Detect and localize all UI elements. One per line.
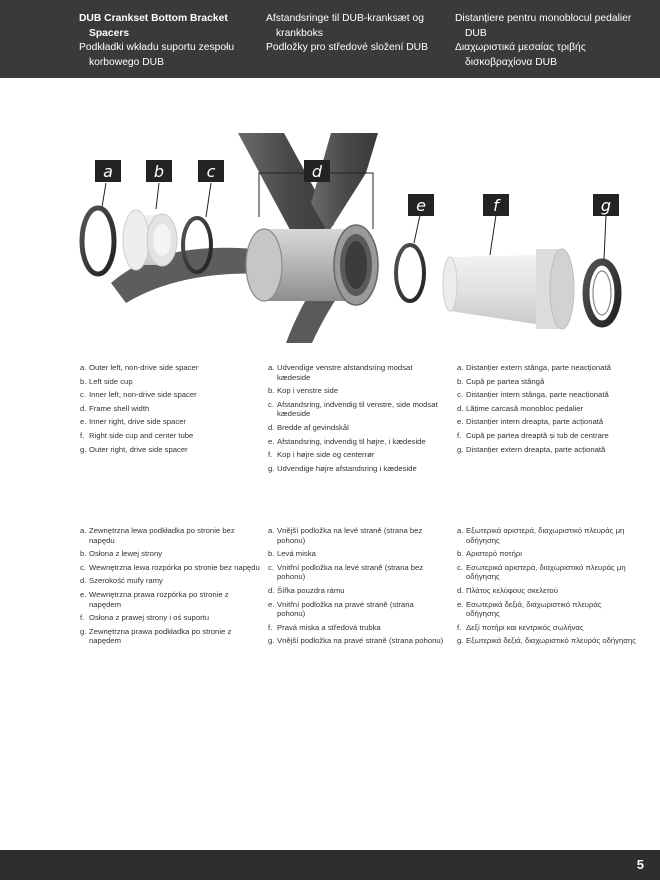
list-item [268,586,444,596]
list-item-text: Wewnętrzna prawa rozpórka po stronie z napędem [89,589,229,609]
list-item-letter: c. [457,390,463,400]
spacer-ring-e [396,245,424,301]
left-cup-b [123,210,177,270]
list-item-letter: a. [457,526,464,535]
list-item [80,404,260,414]
list-item [268,386,444,396]
callout-label-e [408,194,434,216]
list-item [268,450,444,460]
callout-label-b [146,160,172,182]
list-item [80,563,260,573]
list-item [268,636,444,646]
list-item-text: Kop i højre side og centerrør [277,450,375,460]
callout-label-a [95,160,121,182]
list-item-letter: e. [268,599,275,609]
list-item-letter: e. [80,589,87,599]
list-item-letter: g. [80,626,87,636]
list-item [268,549,444,559]
list-item [268,563,444,582]
list-item-text: Cupă pe partea dreaptă și tub de centrare [466,430,609,440]
list-item-letter: d. [457,403,464,413]
list-item-letter: b. [268,549,275,559]
list-item-letter: a. [268,363,275,372]
list-item-text: Szerokość mufy ramy [89,576,163,586]
list-item-text: Εξωτερικά δεξιά, διαχωριστικό πλευράς οδήγησης [466,636,637,646]
exploded-diagram [66,133,622,343]
list-item [457,563,637,582]
list-item-text: Distanțier intern dreapta, parte acționată [466,417,604,427]
bottom-bracket-shell [246,225,378,305]
list-item-letter: d. [457,585,464,595]
header-bar [0,0,660,78]
list-item [268,526,444,545]
list-item-text: Εσωτερικά δεξιά, διαχωριστικό πλευράς οδήγησης [466,599,602,619]
list-item-letter: f. [268,450,273,460]
list-item-text: Afstandsring, indvendig til højre, i kædeside [277,436,426,446]
list-item [457,431,637,441]
list-item-letter: g. [457,444,464,454]
svg-text:c: c [206,162,216,181]
list-item-text: Frame shell width [89,403,150,413]
list-item [80,549,260,559]
list-item-letter: f. [80,613,85,623]
callout-label-c [198,160,224,182]
list-item-text: Kop i venstre side [277,386,339,396]
header-column-english-polish [79,12,261,70]
list-item [268,464,444,474]
right-cup-center-tube-f [443,249,574,329]
list-item-text: Zewnętrzna prawa podkładka po stronie z napędem [89,626,232,646]
list-item [80,627,260,646]
list-item-letter: g. [268,463,275,473]
header-title-romanian: Distanțiere pentru monoblocul pedalier DUB [455,13,632,39]
list-item-letter: f. [268,622,273,632]
list-item-text: Distanțier extern stânga, parte neacționată [466,363,611,372]
list-item-letter: c. [80,390,86,400]
header-title-czech: Podložky pro středové složení DUB [266,42,428,54]
list-item-letter: d. [80,576,87,586]
svg-text:e: e [416,196,426,215]
bottom-bracket-illustration [66,133,622,343]
list-item-text: Distanțier intern stânga, parte neacționată [466,390,609,400]
list-item-text: Osłona z prawej strony i oś suportu [89,613,210,623]
spacer-ring-g [586,262,618,324]
page-number: 5 [636,857,644,872]
list-item-letter: e. [80,417,87,427]
list-item [457,404,637,414]
list-item-text: Bredde af gevindskål [277,422,349,432]
list-item [457,445,637,455]
list-item [268,400,444,419]
list-item [457,623,637,633]
list-item [268,363,444,382]
list-item-letter: a. [268,526,275,535]
list-item-text: Εξωτερικά αριστερά, διαχωριστικό πλευράς μη οδήγησης [466,526,625,545]
list-item-letter: b. [457,376,464,386]
list-item-letter: a. [80,526,87,535]
list-item [80,390,260,400]
list-item-letter: e. [268,436,275,446]
svg-text:a: a [103,162,113,181]
list-item [80,576,260,586]
list-item-letter: g. [80,444,87,454]
list-item-letter: a. [80,363,87,372]
list-item [457,600,637,619]
list-item-text: Pravá miska a středová trubka [277,622,381,632]
list-item [457,377,637,387]
header-title-polish: Podkładki wkładu suportu zespołu korbowego DUB [79,42,235,68]
list-item-letter: b. [80,376,87,386]
list-item [457,417,637,427]
list-item-text: Right side cup and center tube [89,430,194,440]
list-item [80,431,260,441]
header-title-danish: Afstandsringe til DUB-kranksæt og krankboks [266,13,424,39]
parts-list-romanian [457,363,637,458]
list-item-letter: c. [268,562,274,572]
list-item-text: Εσωτερικά αριστερά, διαχωριστικό πλευράς μη οδήγησης [466,562,626,582]
list-item [457,586,637,596]
list-item-letter: f. [457,430,462,440]
list-item-text: Udvendige venstre afstandsring modsat kædeside [277,363,413,382]
list-item [80,613,260,623]
list-item-letter: b. [268,386,275,396]
parts-list-czech [268,526,444,650]
list-item [268,600,444,619]
list-item [268,437,444,447]
list-item-text: Afstandsring, indvendig til venstre, side modsat kædeside [277,399,438,419]
list-item [80,377,260,387]
list-item-text: Πλάτος κελύφους σκελετού [466,585,558,595]
callout-label-f [483,194,509,216]
parts-list-danish [268,363,444,477]
list-item-letter: e. [457,417,464,427]
list-item-letter: f. [80,430,85,440]
list-item [268,623,444,633]
list-item-text: Δεξί ποτήρι και κεντρικός σωλήνας [466,622,584,632]
list-item-letter: d. [268,422,275,432]
list-item-text: Outer right, drive side spacer [89,444,188,454]
list-item [80,417,260,427]
list-item-letter: e. [457,599,464,609]
list-item-text: Outer left, non-drive side spacer [89,363,199,372]
list-item [457,363,637,373]
list-item-text: Inner left, non-drive side spacer [89,390,197,400]
list-item-text: Vnější podložka na pravé straně (strana pohonu) [277,636,444,646]
list-item [80,363,260,373]
list-item-letter: d. [80,403,87,413]
list-item-text: Αριστερό ποτήρι [466,549,522,559]
list-item-text: Zewnętrzna lewa podkładka po stronie bez napędu [89,526,235,545]
list-item-text: Wewnętrzna lewa rozpórka po stronie bez napędu [89,562,260,572]
list-item [80,590,260,609]
list-item-text: Cupă pe partea stângă [466,376,545,386]
list-item-letter: d. [268,585,275,595]
list-item-letter: a. [457,363,464,372]
header-title-english: DUB Crankset Bottom Bracket Spacers [79,13,228,39]
svg-text:f: f [493,196,499,215]
list-item-letter: g. [457,636,464,646]
list-item [457,636,637,646]
list-item-letter: c. [80,562,86,572]
list-item-text: Left side cup [89,376,133,386]
header-title-greek: Διαχωριστικά μεσαίας τριβής δισκοβραχίονα DUB [455,42,586,68]
header-column-romanian-greek [455,12,645,70]
list-item [268,423,444,433]
list-item-text: Udvendige højre afstandsring i kædeside [277,463,417,473]
list-item-text: Distanțier extern dreapta, parte acționată [466,444,606,454]
list-item-letter: c. [268,399,274,409]
list-item-text: Vnější podložka na levé straně (strana bez pohonu) [277,526,423,545]
parts-list-polish [80,526,260,650]
list-item [457,526,637,545]
list-item-text: Šířka pouzdra rámu [277,585,345,595]
parts-list-english [80,363,260,458]
header-column-danish-czech [266,12,452,56]
parts-list-greek [457,526,637,650]
list-item-text: Vnitřní podložka na levé straně (strana bez pohonu) [277,562,424,582]
list-item [457,390,637,400]
list-item-letter: b. [80,549,87,559]
svg-text:d: d [311,162,323,181]
list-item-letter: g. [268,636,275,646]
callout-label-d [304,160,330,182]
list-item-text: Inner right, drive side spacer [89,417,186,427]
callout-label-g [593,194,619,216]
list-item-text: Lățime carcasă monobloc pedalier [466,403,584,413]
list-item [457,549,637,559]
list-item [80,445,260,455]
list-item-text: Osłona z lewej strony [89,549,163,559]
list-item-letter: c. [457,562,463,572]
svg-text:g: g [600,196,612,215]
spacer-ring-a [82,208,114,274]
footer-bar [0,850,660,880]
list-item-letter: b. [457,549,464,559]
list-item-text: Levá miska [277,549,316,559]
list-item-letter: f. [457,622,462,632]
list-item-text: Vnitřní podložka na pravé straně (strana pohonu) [277,599,414,619]
svg-text:b: b [153,162,165,181]
list-item [80,526,260,545]
